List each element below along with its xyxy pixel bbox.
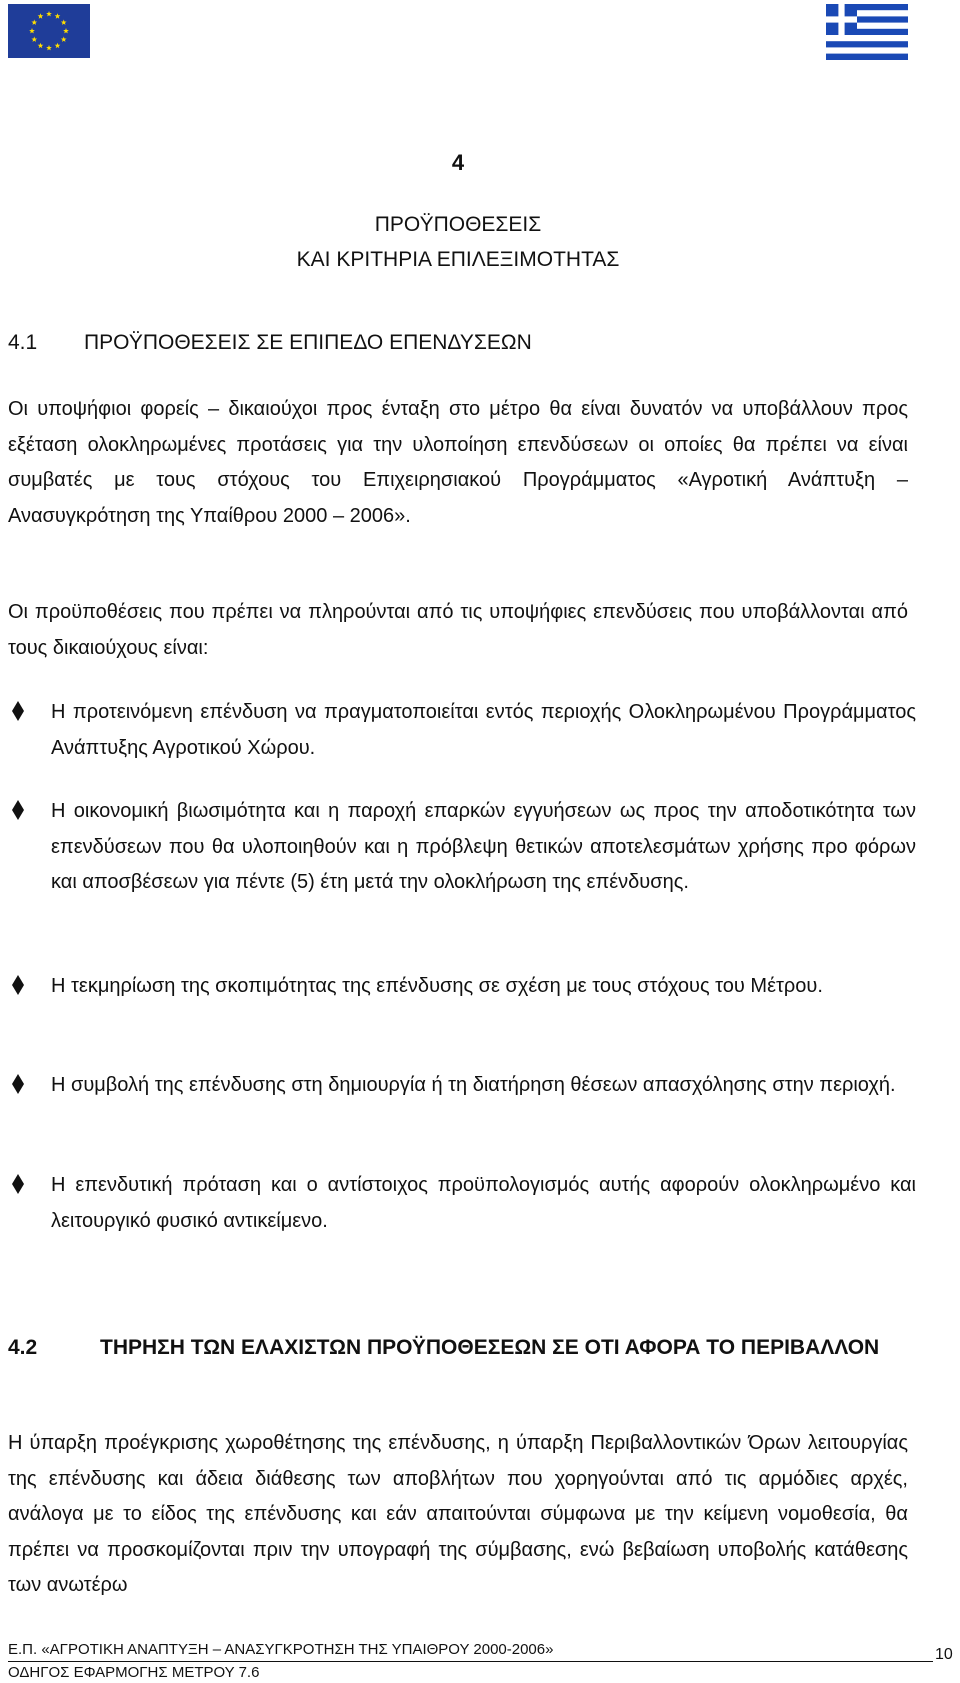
diamond-bullet-icon bbox=[11, 700, 25, 722]
chapter-title-line2: ΚΑΙ ΚΡΙΤΗΡΙΑ ΕΠΙΛΕΞΙΜΟΤΗΤΑΣ bbox=[296, 248, 620, 271]
eu-flag-icon bbox=[8, 4, 90, 58]
section-number: 4.2 bbox=[8, 1336, 38, 1359]
paragraph-text: Οι προϋποθέσεις που πρέπει να πληρούνται από τις υποψήφιες επενδύσεις που υποβάλλονται από τους δικαιούχους είναι: bbox=[8, 601, 908, 659]
footer-program-title: Ε.Π. «ΑΓΡΟΤΙΚΗ ΑΝΑΠΤΥΞΗ – ΑΝΑΣΥΓΚΡΟΤΗΣΗ ΤΗΣ ΥΠΑΙΘΡΟΥ 2000-2006» bbox=[8, 1641, 554, 1658]
section-number: 4.1 bbox=[8, 331, 38, 354]
paragraph bbox=[8, 595, 908, 666]
list-item-text: Η επενδυτική πρόταση και ο αντίστοιχος προϋπολογισμός αυτής αφορούν ολοκληρωμένο και λειτουργικό φυσικό αντικείμενο. bbox=[51, 1174, 916, 1232]
paragraph bbox=[8, 1426, 908, 1604]
chapter-title-line1: ΠΡΟΫΠΟΘΕΣΕΙΣ bbox=[374, 213, 542, 236]
footer-divider bbox=[8, 1661, 933, 1662]
page-number: 10 bbox=[935, 1646, 953, 1663]
section-heading bbox=[8, 331, 532, 355]
list-item-text: Η τεκμηρίωση της σκοπιμότητας της επένδυσης σε σχέση με τους στόχους του Μέτρου. bbox=[51, 975, 823, 997]
paragraph-text: Η ύπαρξη προέγκρισης χωροθέτησης της επένδυσης, η ύπαρξη Περιβαλλοντικών Όρων λειτουργίας της επένδυσης και άδεια διάθεσης των αποβλήτων που χορηγούνται από τις αρμόδιες αρχές, ανάλογα με το είδος της επένδυσης και εάν απαιτούνται σύμφωνα με την κείμενη νομοθεσία, θα πρέπει να προσκομίζονται πριν την υπογραφή της σύμβασης, ενώ βεβαίωση υποβολής κατάθεσης των ανωτέρω bbox=[8, 1432, 908, 1596]
list-item-text: Η οικονομική βιωσιμότητα και η παροχή επαρκών εγγυήσεων ως προς την αποδοτικότητα των επενδύσεων που θα υλοποιηθούν και η πρόβλεψη θετικών αποτελεσμάτων χρήσης προ φόρων και αποσβέσεων για πέντε (5) έτη μετά την ολοκλήρωση της επένδυσης. bbox=[51, 800, 916, 893]
list-item-text: Η συμβολή της επένδυσης στη δημιουργία ή τη διατήρηση θέσεων απασχόλησης στην περιοχή. bbox=[51, 1074, 896, 1096]
diamond-bullet-icon bbox=[11, 799, 25, 821]
footer-guide-title: ΟΔΗΓΟΣ ΕΦΑΡΜΟΓΗΣ ΜΕΤΡΟΥ 7.6 bbox=[8, 1664, 260, 1681]
chapter-title bbox=[0, 207, 916, 277]
greek-flag-icon bbox=[826, 4, 908, 60]
diamond-bullet-icon bbox=[11, 974, 25, 996]
diamond-bullet-icon bbox=[11, 1173, 25, 1195]
section-title: ΤΗΡΗΣΗ ΤΩΝ ΕΛΑΧΙΣΤΩΝ ΠΡΟΫΠΟΘΕΣΕΩΝ ΣΕ ΟΤΙ ΑΦΟΡΑ ΤΟ ΠΕΡΙΒΑΛΛΟΝ bbox=[100, 1336, 880, 1359]
paragraph-text: Οι υποψήφιοι φορείς – δικαιούχοι προς ένταξη στο μέτρο θα είναι δυνατόν να υποβάλλουν προς εξέταση ολοκληρωμένες προτάσεις για την υλοποίηση επενδύσεων οι οποίες θα πρέπει να είναι συμβατές με τους στόχους του Επιχειρησιακού Προγράμματος «Αγροτική Ανάπτυξη – Ανασυγκρότηση της Υπαίθρου 2000 – 2006». bbox=[8, 398, 908, 527]
diamond-bullet-icon bbox=[11, 1073, 25, 1095]
list-item-text: Η προτεινόμενη επένδυση να πραγματοποιείται εντός περιοχής Ολοκληρωμένου Προγράμματος Ανάπτυξης Αγροτικού Χώρου. bbox=[51, 701, 916, 759]
chapter-number: 4 bbox=[451, 150, 465, 175]
section-title: ΠΡΟΫΠΟΘΕΣΕΙΣ ΣΕ ΕΠΙΠΕΔΟ ΕΠΕΝΔΥΣΕΩΝ bbox=[84, 331, 532, 354]
paragraph bbox=[8, 392, 908, 534]
